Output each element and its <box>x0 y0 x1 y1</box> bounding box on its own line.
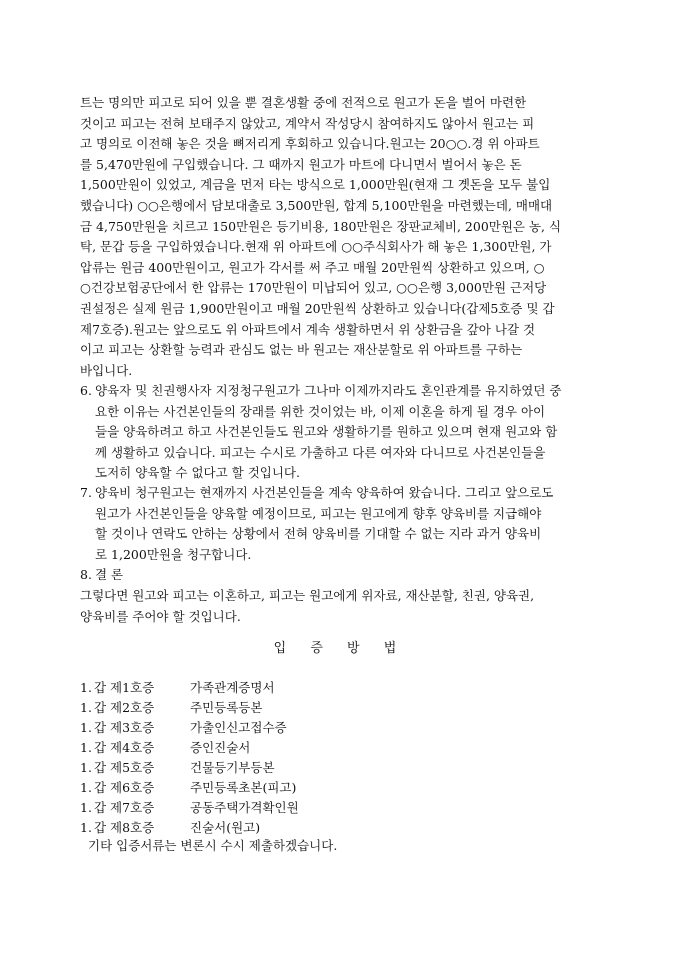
evidence-item <box>80 798 600 818</box>
paragraph-line: 트는 명의만 피고로 되어 있을 뿐 결혼생활 중에 전적으로 원고가 돈을 벌어 마련한 <box>80 95 527 110</box>
paragraph-line: 압류는 원금 400만원이고, 원고가 각서를 써 주고 매월 20만원씩 상환하고 있으며, ○ <box>80 259 545 275</box>
evidence-number: 1. <box>80 740 92 755</box>
paragraph-line: 바입니다. <box>80 362 133 378</box>
paragraph-line: ○건강보험공단에서 한 압류는 170만원이 미납되어 있고, ○○은행 3,000만원 근저당 <box>80 280 547 296</box>
evidence-item <box>80 738 600 758</box>
paragraph-line: 로 1,200만원을 청구합니다. <box>95 546 252 562</box>
section-number: 6. <box>80 383 92 398</box>
section-number: 8. <box>80 567 92 582</box>
evidence-number: 1. <box>80 680 92 695</box>
evidence-number: 1. <box>80 720 92 735</box>
evidence-name: 진술서(원고) <box>190 820 261 835</box>
evidence-number: 1. <box>80 780 92 795</box>
paragraph-line: 원고가 사건본인들을 양육할 예정이므로, 피고는 원고에게 향후 양육비를 지급해야 <box>95 505 542 521</box>
evidence-item <box>80 718 600 738</box>
paragraph-line: 를 5,470만원에 구입했습니다. 그 때까지 원고가 마트에 다니면서 벌어서 놓은 돈 <box>80 156 522 172</box>
evidence-item <box>80 758 600 778</box>
paragraph-line: 금 4,750만원을 치르고 150만원은 등기비용, 180만원은 장판교체비, 200만원은 농, 식 <box>80 218 562 234</box>
evidence-item <box>80 778 600 798</box>
paragraph-line: 께 생활하고 있습니다. 피고는 수시로 가출하고 다른 여자와 다니므로 사건본인들을 <box>95 444 546 460</box>
evidence-name: 주민등록초본(피고) <box>190 780 297 795</box>
evidence-item <box>80 678 600 698</box>
evidence-name: 건물등기부등본 <box>190 760 275 775</box>
paragraph-line: 할 것이나 연락도 안하는 상황에서 전혀 양육비를 기대할 수 없는 지라 과거 양육비 <box>95 526 542 542</box>
evidence-number: 1. <box>80 700 92 715</box>
paragraph-line: 양육비 청구원고는 현재까지 사건본인들을 계속 양육하여 왔습니다. 그리고 앞으로도 <box>95 485 554 500</box>
paragraph-line: 제7호증).원고는 앞으로도 위 아파트에서 계속 생활하면서 위 상환금을 갚아 나갈 것 <box>80 321 536 337</box>
evidence-item <box>80 818 600 838</box>
evidence-name: 가출인신고접수증 <box>190 720 287 735</box>
evidence-code: 갑 제5호증 <box>94 760 155 775</box>
paragraph-line: 들을 양육하려고 하고 사건본인들도 원고와 생활하기를 원하고 있으며 현재 원고와 함 <box>95 424 558 440</box>
evidence-code: 갑 제4호증 <box>94 740 155 755</box>
evidence-number: 1. <box>80 760 92 775</box>
section-number: 7. <box>80 485 92 500</box>
evidence-code: 갑 제7호증 <box>94 800 155 815</box>
paragraph-line: 것이고 피고는 전혀 보태주지 않았고, 계약서 작성당시 참여하지도 않아서 원고는 피 <box>80 115 535 131</box>
paragraph-line: 양육자 및 친권행사자 지정청구원고가 그나마 이제까지라도 혼인관계를 유지하였던 중 <box>95 383 562 398</box>
paragraph-line: 이고 피고는 상환할 능력과 관심도 없는 바 원고는 재산분할로 위 아파트를 구하는 <box>80 342 523 358</box>
paragraph-line: 그렇다면 원고와 피고는 이혼하고, 피고는 원고에게 위자료, 재산분할, 친권, 양육권, <box>80 588 535 603</box>
conclusion-paragraph <box>80 586 600 627</box>
paragraph-line: 권설정은 실제 원금 1,900만원이고 매월 20만원씩 상환하고 있습니다(갑제5호증 및 갑 <box>80 300 555 316</box>
section-heading: 결 론 <box>95 567 124 582</box>
property-division-paragraph <box>80 93 600 381</box>
paragraph-line: 양육비를 주어야 할 것입니다. <box>80 608 241 624</box>
paragraph-line: 1,500만원이 있었고, 계금을 먼저 타는 방식으로 1,000만원(현재 그 곗돈을 모두 불입 <box>80 177 551 193</box>
evidence-note: 기타 입증서류는 변론시 수시 제출하겠습니다. <box>88 838 338 853</box>
evidence-code: 갑 제2호증 <box>94 700 155 715</box>
evidence-name: 증인진술서 <box>190 740 251 755</box>
evidence-list <box>80 678 600 838</box>
evidence-code: 갑 제8호증 <box>94 820 155 835</box>
paragraph-line: 요한 이유는 사건본인들의 장래를 위한 것이었는 바, 이제 이혼을 하게 될 경우 아이 <box>95 403 546 419</box>
evidence-number: 1. <box>80 820 92 835</box>
evidence-code: 갑 제3호증 <box>94 720 155 735</box>
paragraph-line: 탁, 문갑 등을 구입하였습니다.현재 위 아파트에 ○○주식회사가 해 놓은 1,300만원, 가 <box>80 239 552 255</box>
evidence-code: 갑 제6호증 <box>94 780 155 795</box>
paragraph-line: 고 명의로 이전해 놓은 것을 뼈저리게 후회하고 있습니다.원고는 20○○.경 위 아파트 <box>80 136 540 152</box>
evidence-name: 주민등록등본 <box>190 700 263 715</box>
paragraph-line: 했습니다) ○○은행에서 담보대출로 3,500만원, 합계 5,100만원을 마련했는데, 매매대 <box>80 197 553 213</box>
evidence-code: 갑 제1호증 <box>94 680 155 695</box>
evidence-title: 입 증 방 법 <box>273 641 407 656</box>
evidence-item <box>80 698 600 718</box>
evidence-name: 가족관계증명서 <box>190 680 275 695</box>
evidence-name: 공동주택가격확인원 <box>190 800 299 815</box>
paragraph-line: 도저히 양육할 수 없다고 할 것입니다. <box>95 465 300 481</box>
evidence-number: 1. <box>80 800 92 815</box>
